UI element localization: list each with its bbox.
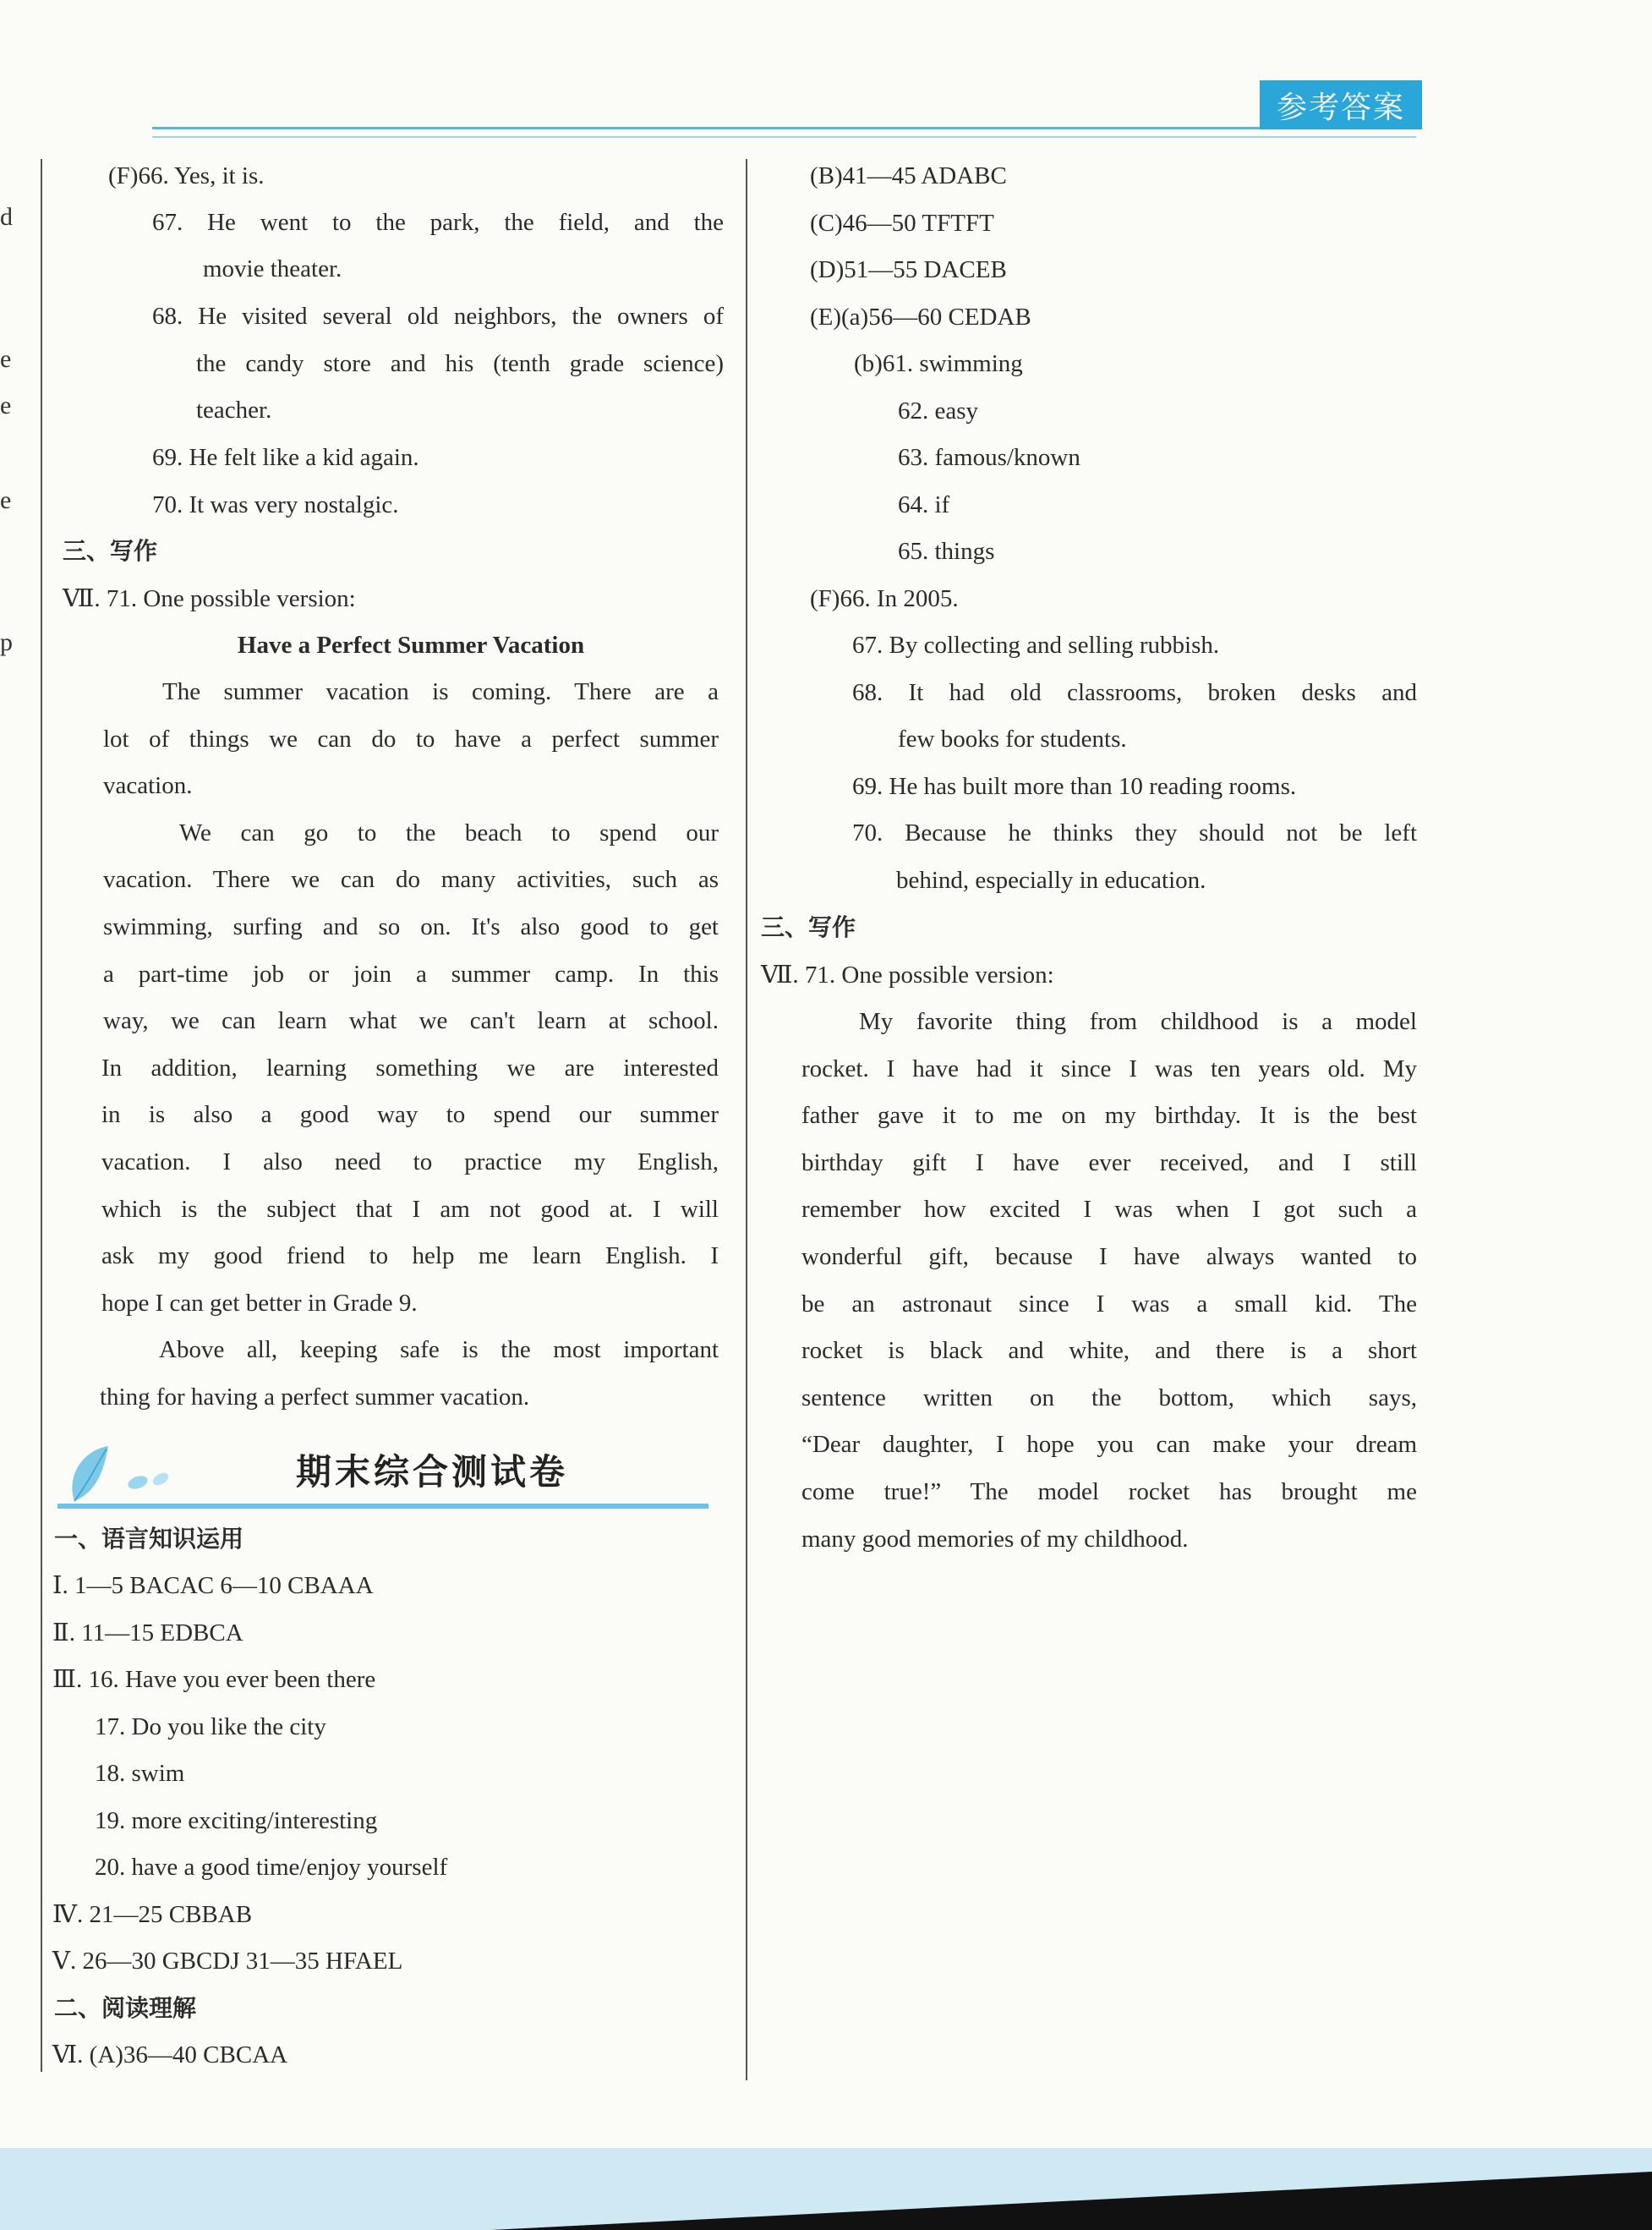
essay-line: vacation. <box>103 772 193 800</box>
essay-line: wonderful gift, because I have always wanted to <box>801 1243 1417 1270</box>
essay-line: way, we can learn what we can't learn at school. <box>103 1007 719 1035</box>
answer-line: Ⅵ. (A)36—40 CBCAA <box>52 2041 288 2068</box>
essay-line: which is the subject that I am not good at. I will <box>101 1195 719 1223</box>
essay-line: be an astronaut since I was a small kid. The <box>801 1290 1417 1318</box>
answer-line: (B)41—45 ADABC <box>810 162 1007 189</box>
essay-line: The summer vacation is coming. There are a <box>162 678 719 705</box>
essay-line: a part-time job or join a summer camp. In this <box>103 960 719 988</box>
answer-line: 67. He went to the park, the field, and the <box>152 209 724 236</box>
essay-title: Have a Perfect Summer Vacation <box>237 632 585 659</box>
essay-line: rocket. I have had it since I was ten years old. My <box>801 1055 1417 1082</box>
edge-fragment: e <box>0 486 12 514</box>
answer-line: (C)46—50 TFTFT <box>810 209 994 237</box>
answer-line: 70. Because he thinks they should not be left <box>852 819 1417 847</box>
test-title: 期末综合测试卷 <box>296 1451 569 1493</box>
essay-line: Above all, keeping safe is the most important <box>159 1336 719 1364</box>
test-title-underline <box>57 1504 708 1509</box>
answer-line: (E)(a)56—60 CEDAB <box>810 303 1031 331</box>
answer-line: few books for students. <box>898 726 1127 753</box>
essay-line: birthday gift I have ever received, and I still <box>801 1148 1417 1176</box>
edge-fragment: e <box>0 345 12 373</box>
essay-line: vacation. I also need to practice my English, <box>101 1148 719 1175</box>
essay-line: in is also a good way to spend our summer <box>101 1101 719 1129</box>
answer-line: (F)66. Yes, it is. <box>108 162 265 189</box>
left-margin-rule <box>41 159 42 2072</box>
essay-line: rocket is black and white, and there is a short <box>801 1337 1417 1365</box>
answer-line: 70. It was very nostalgic. <box>152 491 399 518</box>
essay-line: remember how excited I was when I got such a <box>801 1196 1417 1224</box>
answer-line: 20. have a good time/enjoy yourself <box>95 1854 448 1881</box>
answer-line: movie theater. <box>203 255 342 282</box>
essay-line: “Dear daughter, I hope you can make your dream <box>801 1431 1417 1459</box>
answer-line: 63. famous/known <box>898 444 1080 471</box>
answer-line: Ⅳ. 21—25 CBBAB <box>52 1900 253 1928</box>
essay-line: hope I can get better in Grade 9. <box>101 1289 418 1317</box>
essay-line: swimming, surfing and so on. It's also good to get <box>103 913 719 940</box>
edge-fragment: e <box>0 392 12 419</box>
answer-line: the candy store and his (tenth grade science) <box>196 350 724 377</box>
answer-line: Ⅱ. 11—15 EDBCA <box>52 1619 243 1646</box>
essay-line: We can go to the beach to spend our <box>179 819 719 847</box>
column-divider <box>746 159 747 2080</box>
answer-line: 62. easy <box>898 397 979 425</box>
answer-line: Ⅶ. 71. One possible version: <box>63 585 356 612</box>
answer-line: 68. He visited several old neighbors, the owners of <box>152 303 724 330</box>
essay-line: many good memories of my childhood. <box>801 1525 1189 1553</box>
essay-line: sentence written on the bottom, which says, <box>801 1383 1417 1411</box>
answer-line: 64. if <box>898 490 950 518</box>
header-badge: 参考答案 <box>1260 80 1422 129</box>
essay-line: thing for having a perfect summer vacation. <box>100 1383 530 1411</box>
answer-line: (D)51—55 DACEB <box>810 256 1007 283</box>
section-heading: 三、写作 <box>761 913 856 941</box>
answer-line: 69. He has built more than 10 reading rooms. <box>852 772 1297 800</box>
header-rule <box>152 127 1416 138</box>
essay-line: come true!” The model rocket has brought me <box>801 1478 1417 1505</box>
answer-line: 17. Do you like the city <box>95 1712 326 1740</box>
answer-line: 65. things <box>898 538 995 565</box>
section-heading: 二、阅读理解 <box>54 1994 197 2022</box>
answer-line: 69. He felt like a kid again. <box>152 444 419 471</box>
section-heading: 一、语言知识运用 <box>54 1525 244 1553</box>
answer-line: Ⅰ. 1—5 BACAC 6—10 CBAAA <box>52 1572 374 1599</box>
answer-line: 68. It had old classrooms, broken desks and <box>852 678 1417 706</box>
edge-fragment: p <box>0 628 13 656</box>
essay-line: In addition, learning something we are interested <box>101 1054 719 1082</box>
section-heading: 三、写作 <box>63 537 158 565</box>
answer-line: 19. more exciting/interesting <box>95 1806 378 1834</box>
answer-line: Ⅴ. 26—30 GBCDJ 31—35 HFAEL <box>52 1948 403 1975</box>
answer-line: 18. swim <box>95 1760 185 1787</box>
essay-line: ask my good friend to help me learn English. I <box>101 1242 719 1270</box>
answer-line: behind, especially in education. <box>896 866 1206 894</box>
essay-line: vacation. There we can do many activities, such as <box>103 866 719 894</box>
essay-line: lot of things we can do to have a perfect summer <box>103 725 719 753</box>
answer-line: (b)61. swimming <box>854 350 1023 377</box>
answer-line: 67. By collecting and selling rubbish. <box>852 632 1220 659</box>
essay-line: father gave it to me on my birthday. It is the best <box>801 1102 1417 1130</box>
leaf-icon <box>57 1442 184 1509</box>
answer-line: teacher. <box>196 397 272 424</box>
answer-line: Ⅲ. 16. Have you ever been there <box>52 1666 376 1693</box>
answer-line: Ⅶ. 71. One possible version: <box>761 962 1054 989</box>
essay-line: My favorite thing from childhood is a model <box>859 1008 1417 1035</box>
answer-line: (F)66. In 2005. <box>810 584 959 612</box>
edge-fragment: d <box>0 203 13 231</box>
